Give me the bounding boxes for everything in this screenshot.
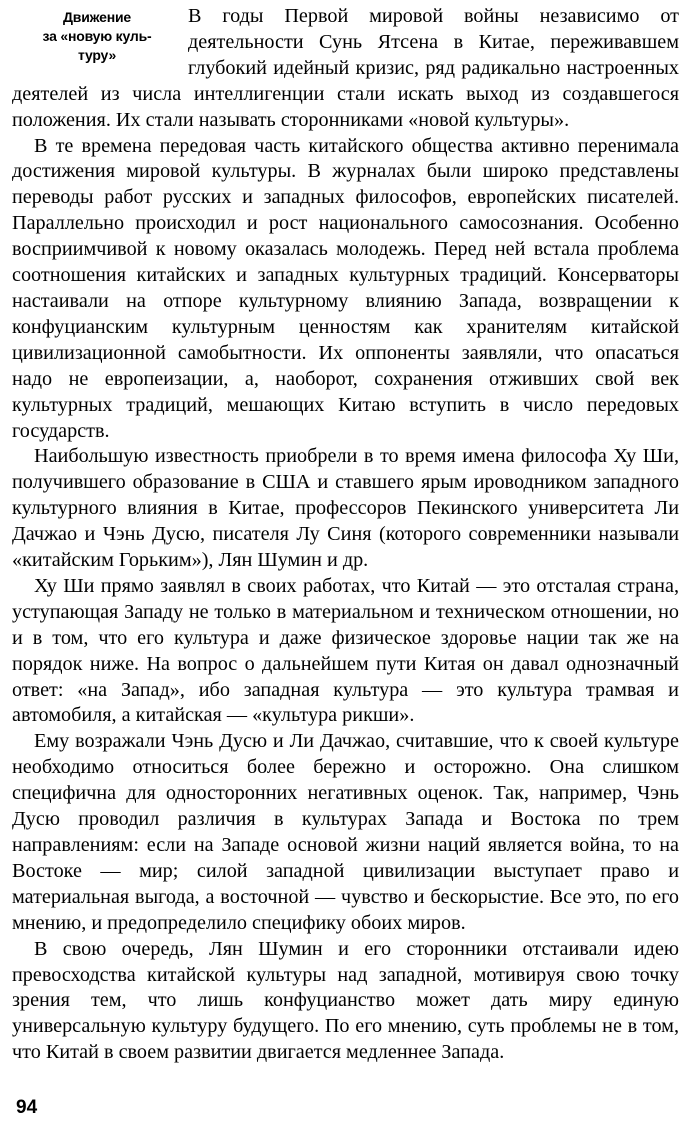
margin-heading	[12, 8, 182, 65]
margin-heading-line: Движение	[63, 9, 131, 25]
paragraph: В годы Первой мировой войны независимо от деятельности Сунь Ятсена в Китае, переживавшем глубокий идейный кризис, ряд радикально настроенных деятелей из числа интеллигенции стали искать выход из создавшегося положения. Их стали называть сторонниками «новой культуры».	[12, 5, 679, 131]
margin-heading-line: туру»	[77, 47, 117, 63]
paragraph: Наибольшую известность приобрели в то время имена философа Ху Ши, получившего образование в США и ставшего ярым ироводником западного культурного влияния в Китае, профессоров Пекинского университета Ли Дачжао и Чэнь Дусю, писателя Лу Синя (которого современники называли «китайским Горьким»), Лян Шумин и др.	[12, 445, 679, 572]
paragraph: В те времена передовая часть китайского общества активно перенимала достижения мировой культуры. В журналах были широко представлены переводы работ русских и западных философов, европейских писателей. Параллельно происходил и рост национального самосознания. Особенно восприимчивой к новому оказалась молодежь. Перед ней встала проблема соотношения китайских и западных культурных традиций. Консерваторы настаивали на отпоре культурному влиянию Запада, возвращении к конфуцианским культурным ценностям как хранителям китайской цивилизационной самобытности. Их оппоненты заявляли, что опасаться надо не европеизации, а, наоборот, сохранения отживших свой век культурных традиций, мешающих Китаю вступить в число передовых государств.	[12, 134, 679, 442]
page-number: 94	[16, 1097, 38, 1118]
margin-heading-line: за «новую куль-	[42, 28, 152, 44]
paragraph: Ему возражали Чэнь Дусю и Ли Дачжао, считавшие, что к своей культуре необходимо относиться более бережно и осторожно. Она слишком специфична для односторонних негативных оценок. Так, например, Чэнь Дусю проводил различия в культурах Запада и Востока по трем направлениям: если на Западе основой жизни наций является война, то на Востоке — мир; силой западной цивилизации выступает право и материальная выгода, а восточной — чувство и бескорыстие. Все это, по его мнению, и предопределило специфику обоих миров.	[12, 730, 679, 934]
paragraph: Ху Ши прямо заявлял в своих работах, что Китай — это отсталая страна, уступающая Западу не только в материальном и техническом отношении, но и в том, что его культура и даже физическое здоровье нации так же на порядок ниже. На вопрос о дальнейшем пути Китая он давал однозначный ответ: «на Запад», ибо западная культура — это культура трамвая и автомобиля, а китайская — «культура рикши».	[12, 574, 679, 727]
paragraph: В свою очередь, Лян Шумин и его сторонники отстаивали идею превосходства китайской культуры над западной, мотивируя свою точку зрения тем, что лишь конфуцианство может дать миру единую универсальную культуру будущего. По его мнению, суть проблемы не в том, что Китай в своем развитии двигается медленнее Запада.	[12, 937, 679, 1064]
